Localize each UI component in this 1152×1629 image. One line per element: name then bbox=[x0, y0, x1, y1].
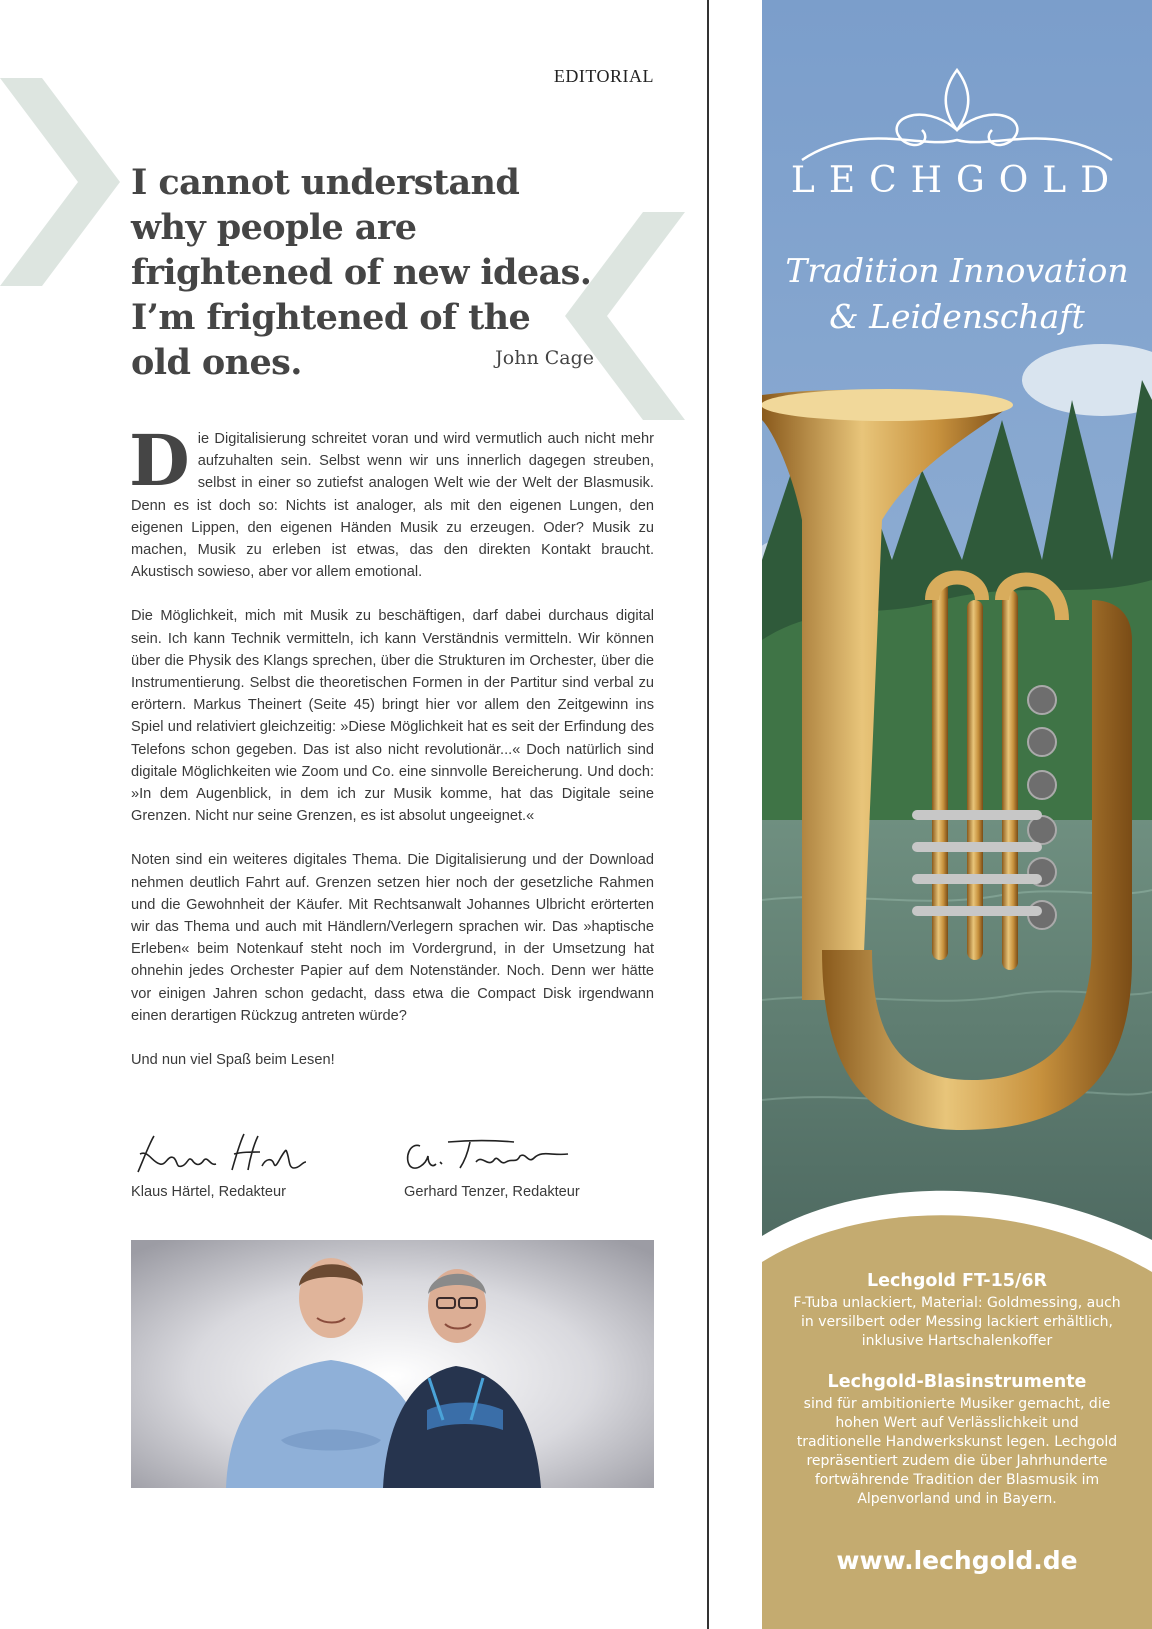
product-description: F-Tuba unlackiert, Material: Goldmessing, auch in versilbert oder Messing lackiert erhältlich, inklusive Hartschalenkoffer bbox=[793, 1295, 1121, 1349]
paragraph-2: Die Möglichkeit, mich mit Musik zu beschäftigen, darf dabei durchaus digital sein. Ich kann Technik vermitteln, ich kann Verständnis vermitteln. Wir können über die Physik des Klangs sprechen, über die Strukturen im Orchester, über die Instrumentierung. Selbst die theoretischen Formen in der Partitur sind verbal zu erörtern. Markus Theinert (Seite 45) bringt hier vor allem den Zeitgewinn ins Spiel und relativiert gleichzeitig: »Diese Möglichkeit hat es seit der Erfindung des Telefons schon gegeben. Das ist also nicht revolutionär...« Doch natürlich sind digitale Möglichkeiten wie Zoom und Co. eine sinnvolle Bereicherung. Und doch: »In dem Augenblick, in dem ich zur Musik komme, hat das Digitale seine Grenzen. Nicht nur seine Grenzen, es ist absolut ungeeignet.« bbox=[131, 608, 654, 825]
signature-name-2: Gerhard Tenzer, Redakteur bbox=[404, 1184, 580, 1200]
quote-author: John Cage bbox=[495, 347, 594, 369]
column-divider bbox=[707, 0, 709, 1629]
lechgold-advertisement bbox=[762, 0, 1152, 1629]
company-description: sind für ambitionierte Musiker gemacht, die hohen Wert auf Verlässlichkeit und traditionelle Handwerkskunst legen. Lechgold repräsentiert zudem die über Jahrhunderte fortwährende Tradition der Blasmusik im Alpenvorland und in Bayern. bbox=[796, 1396, 1118, 1507]
editorial-body bbox=[129, 419, 654, 1093]
pull-quote: I cannot understand why people are frightened of new ideas. I’m frightened of the old ones. bbox=[131, 162, 592, 383]
company-title: Lechgold-Blasinstrumente bbox=[827, 1372, 1087, 1392]
tagline-line-2: & Leidenschaft bbox=[829, 297, 1085, 336]
product-title: Lechgold FT-15/6R bbox=[867, 1271, 1047, 1291]
signature-name-1: Klaus Härtel, Redakteur bbox=[131, 1184, 286, 1200]
ad-info-block bbox=[762, 1268, 1152, 1509]
tagline-line-1: Tradition Innovation bbox=[785, 251, 1129, 290]
signature-klaus-haertel bbox=[130, 1128, 310, 1180]
drop-cap: D bbox=[129, 419, 190, 502]
paragraph-1 bbox=[129, 419, 654, 583]
paragraph-3: Noten sind ein weiteres digitales Thema. Die Digitalisierung und der Download nehmen deutlich Fahrt auf. Grenzen setzen hier noch der gesetzliche Rahmen und die Gewohnheit der Käufer. Mit Rechtsanwalt Johannes Ulbricht erörterten wir das Thema und auch mit Händlern/Verlegern sprachen wir. Das »haptische Erleben« beim Notenkauf steht noch im Vordergrund, in der Umsetzung hat ohnehin jedes Orchester Papier auf dem Notenständer. Noch. Denn wer hätte vor einigen Jahren schon gedacht, dass etwa die Compact Disk irgendwann einen derartigen Rückzug antreten würde? bbox=[131, 852, 654, 1024]
closing-line: Und nun viel Spaß beim Lesen! bbox=[131, 1052, 335, 1069]
chevron-right-decoration bbox=[0, 78, 120, 286]
ad-tagline bbox=[762, 248, 1152, 340]
brand-logo-text: LECHGOLD bbox=[790, 160, 1124, 201]
editors-photo bbox=[131, 1240, 654, 1488]
paragraph-1-text: ie Digitalisierung schreitet voran und wird vermutlich auch nicht mehr aufzuhalten sein. Selbst wenn wir uns innerlich dagegen streuben, selbst in einer so zutiefst analogen Welt wie der Welt der Blasmusik. Denn es ist doch so: Nichts ist analoger, als mit den eigenen Lungen, den eigenen Lippen, den eigenen Händen Musik zu erzeugen. Oder? Musik zu machen, Musik zu erleben ist etwas, das den direkten Kontakt braucht. Akustisch sowieso, aber vor allem emotional. bbox=[131, 431, 654, 581]
section-label: EDITORIAL bbox=[553, 66, 654, 86]
website-url: www.lechgold.de bbox=[836, 1546, 1078, 1575]
signature-gerhard-tenzer bbox=[402, 1128, 572, 1180]
